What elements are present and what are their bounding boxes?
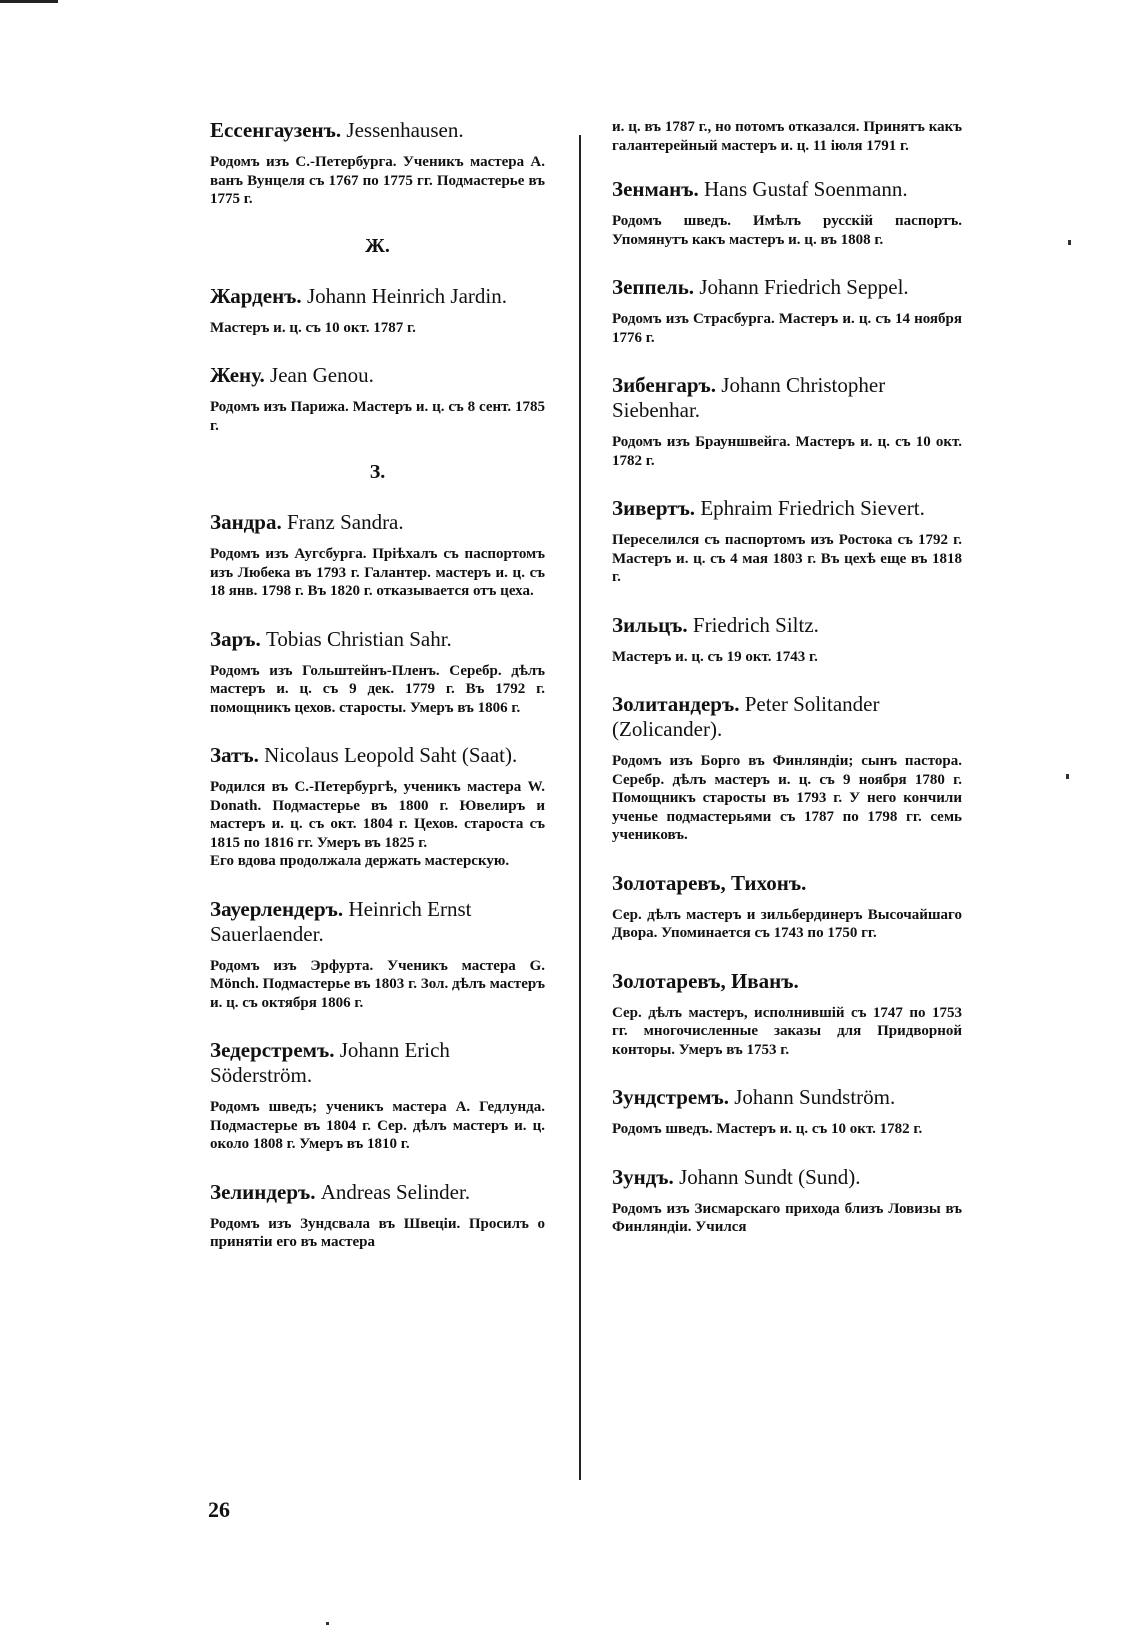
entry-name-latin: Ephraim Friedrich Sievert. [700,496,925,520]
dictionary-entry [210,897,545,1013]
entry-name-russian: Зундстремъ. [612,1085,729,1109]
entry-heading [210,1180,545,1205]
entry-text: Родомъ изъ Парижа. Мастеръ и. ц. съ 8 сент. 1785 г. [210,399,545,434]
entry-name-latin: Johann Erich Söderström. [210,1038,450,1087]
entry-text: Родомъ изъ С.-Петербурга. Ученикъ мастера А. ванъ Вунцеля съ 1767 по 1775 гг. Подмастерье въ 1775 г. [210,154,545,207]
entry-name-russian: Жарденъ. [210,283,302,308]
entry-heading [612,871,962,896]
column-divider [579,135,581,1480]
dictionary-entry [612,275,962,347]
dictionary-entry [612,969,962,1060]
entry-name-russian: Зундъ. [612,1164,674,1189]
entry-text-note: Его вдова продолжала держать мастерскую. [210,853,510,869]
dictionary-entry [612,871,962,943]
section-letter: Ж. [365,234,390,257]
entry-text: Родомъ изъ Борго въ Финляндіи; сынъ пастора. Серебр. дѣлъ мастеръ и. ц. съ 9 ноября 1780 г. Помощникъ старосты въ 1793 г. У него кончили ученье подмастерьями съ 1787 по 1798 гг. семь учениковъ. [612,753,962,843]
dictionary-entry [210,510,545,601]
entry-heading [612,373,962,423]
entry-heading [210,284,545,309]
dictionary-entry [210,1180,545,1252]
dictionary-entry [210,743,545,871]
entry-name-russian: Зильцъ. [612,612,688,637]
entry-name-latin: Peter Solitander (Zolicander). [612,692,880,741]
scan-speck [1068,240,1071,245]
entry-name-russian: Зибенгаръ. [612,373,717,397]
entry-text: Мастеръ и. ц. съ 19 окт. 1743 г. [612,648,818,665]
entry-name-russian: Заръ. [210,626,261,651]
entry-heading [210,627,545,652]
entry-name-latin: Jessenhausen. [346,118,464,142]
scan-speck [326,1622,329,1625]
entry-text: Сер. дѣлъ мастеръ и зильбердинеръ Высочайшаго Двора. Упоминается съ 1743 по 1750 гг. [612,906,962,941]
entry-text: Родомъ шведъ. Имѣлъ русскій паспортъ. Упомянутъ какъ мастеръ и. ц. въ 1808 г. [612,213,962,248]
entry-text: Родомъ изъ Аугсбурга. Пріѣхалъ съ паспортомъ изъ Любека въ 1793 г. Галантер. мастеръ и. ц. съ 18 янв. 1798 г. Въ 1820 г. отказывается отъ цеха. [210,546,545,599]
entry-name-russian: Зивертъ. [612,496,696,520]
right-column [612,118,962,1263]
entry-heading [612,496,962,521]
entry-text: Мастеръ и. ц. съ 10 окт. 1787 г. [210,319,416,336]
entry-name-latin: Nicolaus Leopold Saht (Saat). [264,743,518,767]
entry-heading [210,510,545,535]
dictionary-entry [612,496,962,587]
entry-name-latin: Tobias Christian Sahr. [266,626,452,651]
dictionary-entry [612,692,962,845]
entry-name-russian: Зандра. [210,510,282,534]
entry-name-latin: Friedrich Siltz. [692,612,819,637]
entry-heading [210,743,545,768]
dictionary-entry [210,363,545,435]
entry-text: Родомъ изъ Страсбурга. Мастеръ и. ц. съ 14 ноября 1776 г. [612,311,962,346]
entry-name-russian: Золотаревъ, Иванъ. [612,968,799,993]
dictionary-entry [210,118,545,209]
entry-name-russian: Зауерлендеръ. [210,896,344,921]
entry-heading [210,1038,545,1088]
dictionary-entry [210,284,545,338]
entry-heading [210,118,545,143]
entry-name-latin: Franz Sandra. [287,510,404,534]
scan-edge-mark [0,0,58,3]
entry-name-latin: Jean Genou. [270,363,374,387]
entry-name-russian: Зеппель. [612,275,695,299]
entry-name-russian: Жену. [210,363,265,387]
entry-text: Сер. дѣлъ мастеръ, исполнившій съ 1747 по 1753 гг. многочисленные заказы для Придворной конторы. Умеръ въ 1753 г. [612,1004,962,1058]
entry-name-latin: Hans Gustaf Soenmann. [704,177,908,201]
entry-text: Родомъ изъ Гольштейнъ-Пленъ. Серебр. дѣлъ мастеръ и. ц. съ 9 дек. 1779 г. Въ 1792 г. помощникъ цехов. старосты. Умеръ въ 1806 г. [210,662,545,716]
entry-text: Переселился съ паспортомъ изъ Ростока съ 1792 г. Мастеръ и. ц. съ 4 мая 1803 г. Въ цехѣ еще въ 1818 г. [612,532,962,585]
entry-text: Родомъ изъ Зундсвала въ Швеціи. Просилъ о принятіи его въ мастера [210,1215,545,1250]
entry-heading [612,692,962,742]
entry-text: Родомъ шведъ. Мастеръ и. ц. съ 10 окт. 1782 г. [612,1121,923,1137]
entry-name-latin: Johann Friedrich Seppel. [699,275,909,299]
dictionary-entry [612,1165,962,1237]
dictionary-entry [210,627,545,718]
page-number: 26 [208,1497,230,1522]
entry-name-latin: Johann Sundt (Sund). [679,1164,861,1189]
entry-text: Родомъ изъ Эрфурта. Ученикъ мастера G. Mönch. Подмастерье въ 1803 г. Зол. дѣлъ мастеръ и. ц. съ октября 1806 г. [210,957,545,1011]
entry-name-latin: Johann Christopher Siebenhar. [612,373,886,422]
entry-name-russian: Ессенгаузенъ. [210,118,342,142]
entry-heading [612,969,962,994]
entry-heading [612,275,962,300]
entry-text: Родомъ шведъ; ученикъ мастера А. Гедлунда. Подмастерье въ 1804 г. Сер. дѣлъ мастеръ и. ц. около 1808 г. Умеръ въ 1810 г. [210,1099,545,1152]
entry-name-russian: Золитандеръ. [612,692,740,716]
entry-heading [210,363,545,388]
entry-heading [612,1165,962,1190]
entry-text: Родился въ С.-Петербургѣ, ученикъ мастера W. Donath. Подмастерье въ 1800 г. Ювелиръ и мастеръ и. ц. съ окт. 1804 г. Цехов. староста съ 1815 по 1816 гг. Умеръ въ 1825 г. [210,779,545,851]
entry-continuation: и. ц. въ 1787 г., но потомъ отказался. Принятъ какъ галантерейный мастеръ и. ц. 11 іюля 1791 г. [612,119,962,154]
entry-name-latin: Heinrich Ernst Sauerlaender. [210,896,472,946]
entry-name-russian: Золотаревъ, Тихонъ. [612,870,807,895]
dictionary-entry [210,1038,545,1154]
entry-name-russian: Зелиндеръ. [210,1179,316,1204]
section-letter: З. [369,461,386,483]
left-column [210,118,545,1278]
scan-speck [1066,774,1069,779]
entry-heading [612,177,962,202]
entry-text: Родомъ изъ Зисмарскаго прихода близъ Ловизы въ Финляндіи. Учился [612,1200,962,1235]
entry-name-russian: Зедерстремъ. [210,1038,335,1062]
dictionary-entry [612,177,962,249]
dictionary-entry [612,613,962,667]
dictionary-entry [612,1085,962,1139]
entry-name-latin: Andreas Selinder. [320,1179,471,1204]
entry-text: Родомъ изъ Брауншвейга. Мастеръ и. ц. съ 10 окт. 1782 г. [612,434,962,469]
dictionary-entry [612,373,962,470]
entry-name-russian: Затъ. [210,743,259,767]
entry-heading [612,1085,962,1110]
entry-name-russian: Зенманъ. [612,177,699,201]
entry-name-latin: Johann Sundström. [734,1085,896,1109]
entry-name-latin: Johann Heinrich Jardin. [306,283,507,308]
entry-heading [210,897,545,947]
entry-heading [612,613,962,638]
